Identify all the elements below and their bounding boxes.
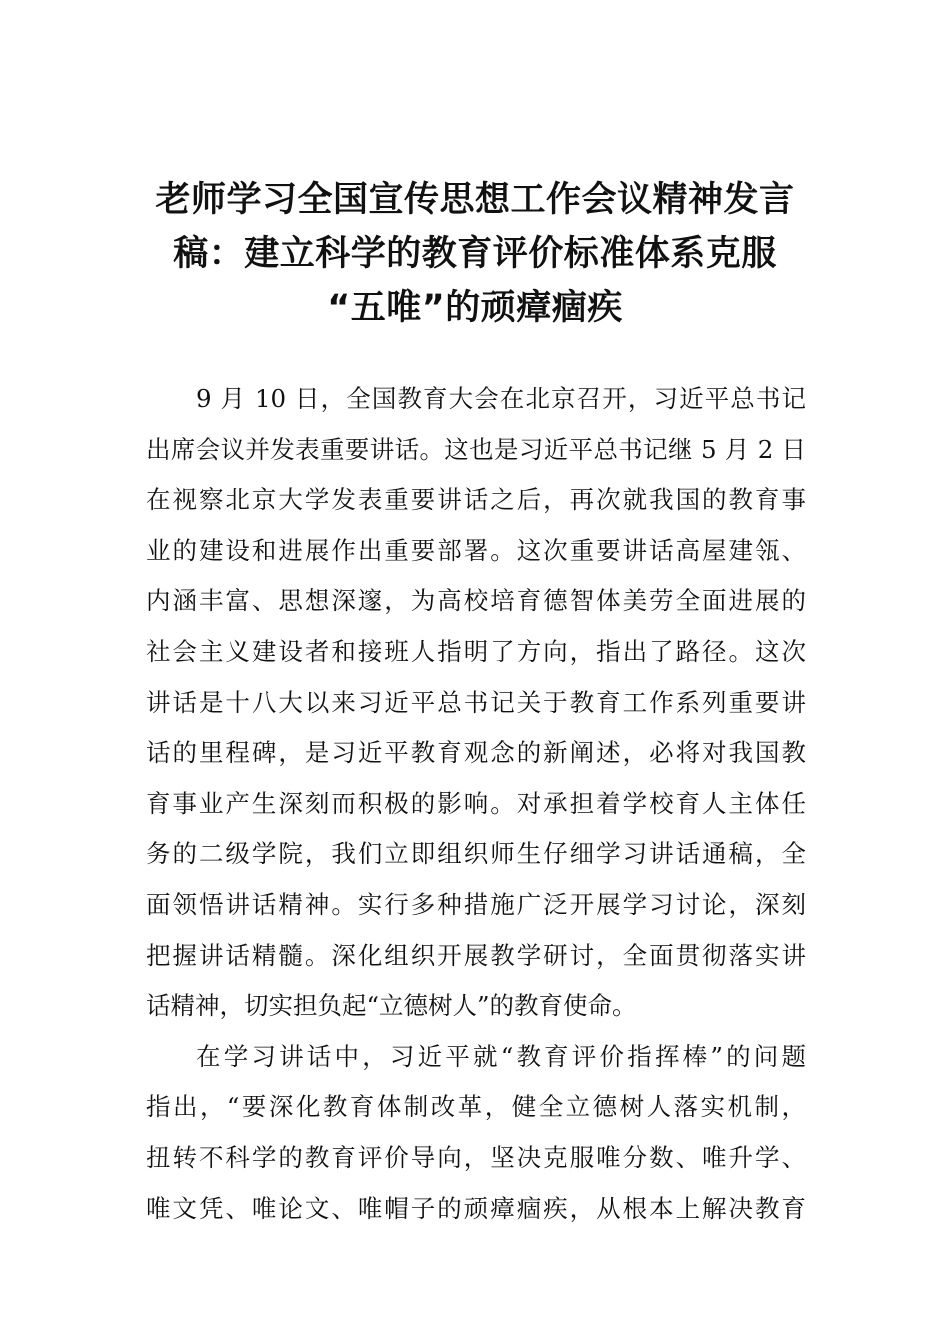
text-line: 把握讲话精髓。深化组织开展教学研讨，全面贯彻落实讲	[146, 940, 806, 970]
document-body	[146, 374, 806, 1234]
title-line: 稿：建立科学的教育评价标准体系克服	[173, 234, 777, 274]
text-line: 内涵丰富、思想深邃，为高校培育德智体美劳全面进展的	[146, 586, 806, 616]
document-title	[140, 173, 810, 335]
text-line: 在学习讲话中，习近平就“教育评价指挥棒”的问题	[196, 1041, 806, 1071]
text-line: 唯文凭、唯论文、唯帽子的顽瘴痼疾，从根本上解决教育	[146, 1193, 806, 1223]
text-line: 9 月 10 日，全国教育大会在北京召开，习近平总书记	[196, 384, 806, 413]
text-line: 讲话是十八大以来习近平总书记关于教育工作系列重要讲	[146, 687, 806, 717]
text-line: 指出，“要深化教育体制改革，健全立德树人落实机制，	[146, 1092, 806, 1122]
text-line: 出席会议并发表重要讲话。这也是习近平总书记继 5 月 2 日	[146, 434, 806, 464]
text-line: 务的二级学院，我们立即组织师生仔细学习讲话通稿，全	[146, 839, 806, 869]
text-line: 社会主义建设者和接班人指明了方向，指出了路径。这次	[146, 636, 806, 666]
paragraph	[146, 1032, 806, 1234]
text-line: 扭转不科学的教育评价导向，坚决克服唯分数、唯升学、	[146, 1142, 806, 1172]
paragraph	[146, 374, 806, 1032]
text-line: 育事业产生深刻而积极的影响。对承担着学校育人主体任	[146, 788, 806, 818]
text-line: 面领悟讲话精神。实行多种措施广泛开展学习讨论，深刻	[146, 889, 806, 919]
text-line: 业的建设和进展作出重要部署。这次重要讲话高屋建瓴、	[146, 535, 806, 565]
text-line: 话的里程碑，是习近平教育观念的新阐述，必将对我国教	[146, 738, 806, 768]
title-line: “五唯”的顽瘴痼疾	[327, 288, 623, 328]
title-line: 老师学习全国宣传思想工作会议精神发言	[155, 180, 795, 220]
text-line: 话精神，切实担负起“立德树人”的教育使命。	[146, 991, 637, 1021]
text-line: 在视察北京大学发表重要讲话之后，再次就我国的教育事	[146, 485, 806, 515]
